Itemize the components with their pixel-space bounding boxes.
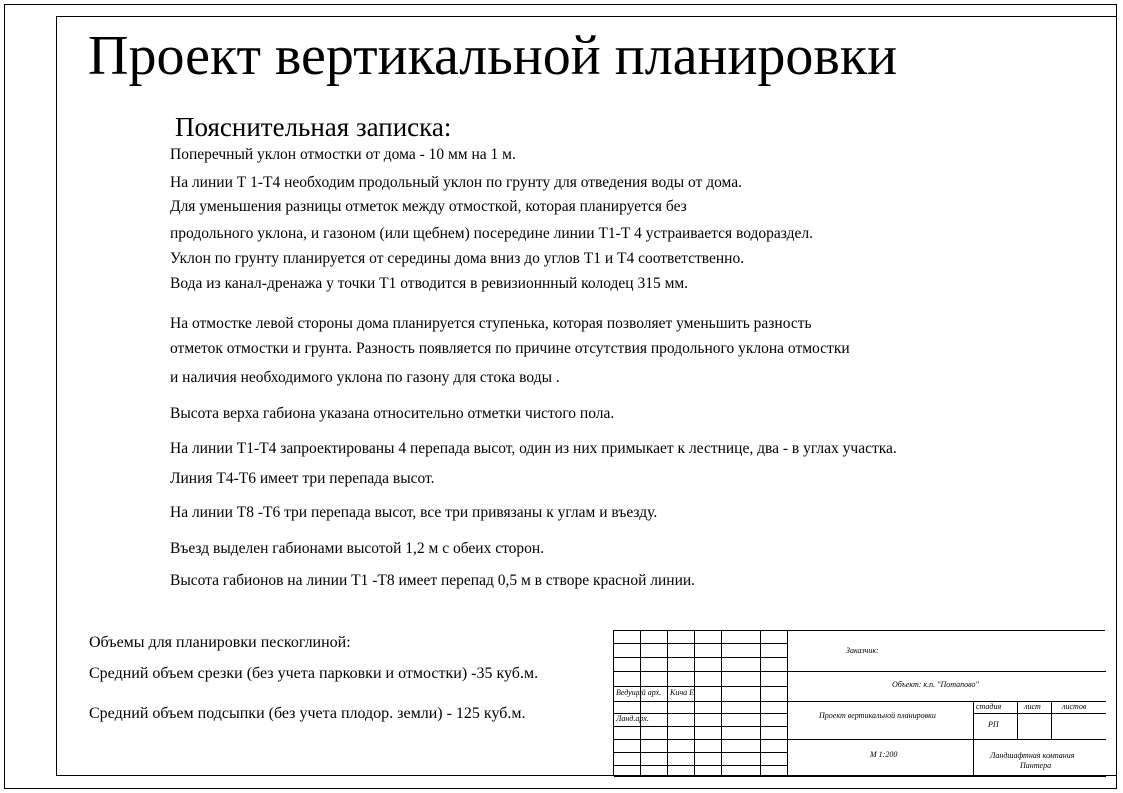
stage-value: РП xyxy=(988,720,999,729)
note-line: Поперечный уклон отмостки от дома - 10 мм на 1 м. xyxy=(170,146,516,163)
document-title: Проект вертикальной планировки xyxy=(88,25,898,87)
customer-label: Заказчик: xyxy=(846,646,879,655)
note-line: Высота габионов на линии Т1 -Т8 имеет перепад 0,5 м в створе красной линии. xyxy=(170,572,696,589)
note-line: На линии Т 1-Т4 необходим продольный уклон по грунту для отведения воды от дома. xyxy=(170,174,742,191)
note-line: Высота верха габиона указана относительно отметки чистого пола. xyxy=(170,405,615,422)
note-line: Уклон по грунту планируется от середины дома вниз до углов Т1 и Т4 соответственно. xyxy=(170,250,745,267)
note-line: На отмостке левой стороны дома планируется ступенька, которая позволяет уменьшить разность xyxy=(170,315,812,332)
note-line: Въезд выделен габионами высотой 1,2 м с обеих сторон. xyxy=(170,540,545,557)
project-name: Проект вертикальной планировки xyxy=(819,711,936,720)
volume-line: Средний объем подсыпки (без учета плодор. земли) - 125 куб.м. xyxy=(89,705,526,722)
volume-line: Средний объем срезки (без учета парковки и отмостки) -35 куб.м. xyxy=(89,665,539,682)
note-line: Линия Т4-Т6 имеет три перепада высот. xyxy=(170,470,435,487)
note-line: Вода из канал-дренажа у точки Т1 отводится в ревизионнный колодец 315 мм. xyxy=(170,275,689,292)
lead-architect-name: Кича Е. xyxy=(670,688,697,697)
note-line: отметок отмостки и грунта. Разность появляется по причине отсутствия продольного уклона отмостки xyxy=(170,340,850,357)
sheet-label: лист xyxy=(1024,702,1041,711)
sheets-label: листов xyxy=(1062,702,1087,711)
note-line: Для уменьшения разницы отметок между отмосткой, которая планируется без xyxy=(170,198,687,215)
volumes-heading: Объемы для планировки пескоглиной: xyxy=(89,634,351,651)
scale-value: М 1:200 xyxy=(870,750,898,759)
stage-label: стадия xyxy=(976,702,1002,711)
note-line: продольного уклона, и газоном (или щебнем) посередине линии Т1-Т 4 устраивается водораздел. xyxy=(170,225,814,242)
note-line: На линии Т8 -Т6 три перепада высот, все три привязаны к углам и въезду. xyxy=(170,504,658,521)
section-heading: Пояснительная записка: xyxy=(175,112,452,142)
company-name-line1: Ландшафтная компания xyxy=(990,751,1075,760)
company-name-line2: Пантера xyxy=(1020,761,1052,770)
note-line: На линии Т1-Т4 запроектированы 4 перепада высот, один из них примыкает к лестнице, два - в углах участка. xyxy=(170,440,897,457)
object-label: Объект: к.п. "Потапово" xyxy=(892,680,979,689)
lead-architect-role: Ведущий арх. xyxy=(616,688,662,697)
note-line: и наличия необходимого уклона по газону для стока воды . xyxy=(170,369,560,386)
landscape-architect-role: Ланд.арх. xyxy=(616,714,649,723)
title-block xyxy=(613,630,1105,776)
